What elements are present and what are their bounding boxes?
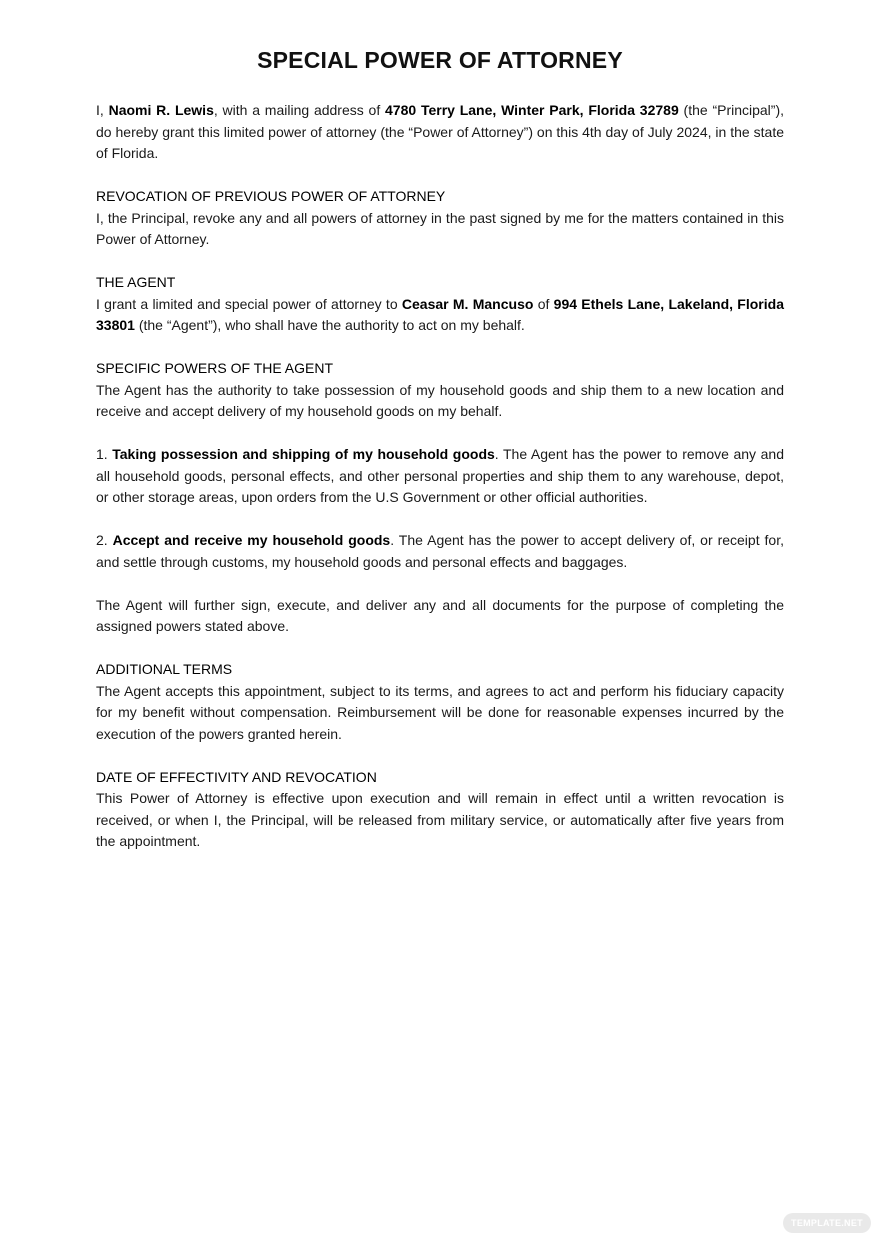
agent-text-1: I grant a limited and special power of attorney to — [96, 295, 402, 312]
intro-text-2: , with a mailing address of — [213, 102, 386, 118]
revocation-section — [96, 186, 784, 251]
power-1-text: . The Agent has the power to remove any and all household goods, personal effects, and other personal properties and ship them to any warehouse, depot, or other storage areas, upon orders from the U.S Government or other official authorities. — [96, 446, 784, 505]
template-watermark: TEMPLATE.NET — [783, 1213, 871, 1233]
further-paragraph: The Agent will further sign, execute, and deliver any and all documents for the purpose of completing the assigned powers stated above. — [96, 596, 784, 634]
effectivity-section — [96, 767, 784, 853]
agent-name: Ceasar M. Mancuso — [401, 295, 534, 312]
specific-powers-section — [96, 358, 784, 423]
agent-text-3: (the “Agent”), who shall have the authority to act on my behalf. — [134, 317, 525, 333]
document-title: SPECIAL POWER OF ATTORNEY — [257, 47, 623, 73]
specific-powers-heading: SPECIFIC POWERS OF THE AGENT — [96, 360, 333, 376]
agent-text-2: of — [533, 295, 554, 312]
principal-name: Naomi R. Lewis — [108, 102, 214, 118]
agent-heading: THE AGENT — [96, 274, 176, 290]
effectivity-text: This Power of Attorney is effective upon execution and will remain in effect until a written revocation is received, or when I, the Principal, will be released from military service, or automatically after five years from the appointment. — [96, 790, 784, 849]
power-item-1 — [96, 444, 784, 509]
power-item-2 — [96, 530, 784, 573]
intro-text-3: (the “Principal”), do hereby grant this limited power of attorney (the “Power of Attorney”) on this 4th day of July 2024, in the state of Florida. — [96, 102, 785, 161]
additional-terms-section — [96, 659, 784, 745]
power-1-title: Taking possession and shipping of my household goods — [112, 446, 495, 462]
intro-paragraph — [96, 100, 784, 165]
effectivity-heading: DATE OF EFFECTIVITY AND REVOCATION — [96, 768, 377, 785]
power-1-number: 1. — [96, 446, 113, 462]
revocation-heading: REVOCATION OF PREVIOUS POWER OF ATTORNEY — [96, 188, 446, 204]
power-2-title: Accept and receive my household goods — [112, 532, 391, 548]
power-2-number: 2. — [96, 532, 113, 548]
power-2-text: . The Agent has the power to accept delivery of, or receipt for, and settle through customs, my household goods and personal effects and baggages. — [96, 532, 784, 570]
agent-address: 994 Ethels Lane, Lakeland, Florida 33801 — [96, 295, 784, 333]
specific-powers-text: The Agent has the authority to take possession of my household goods and ship them to a new location and receive and accept delivery of my household goods on my behalf. — [96, 381, 784, 419]
agent-section — [96, 272, 784, 337]
agent-text — [96, 294, 784, 337]
principal-address: 4780 Terry Lane, Winter Park, Florida 32789 — [385, 102, 679, 118]
additional-terms-heading: ADDITIONAL TERMS — [96, 661, 233, 677]
revocation-text: I, the Principal, revoke any and all powers of attorney in the past signed by me for the matters contained in this Power of Attorney. — [96, 209, 784, 247]
additional-terms-text: The Agent accepts this appointment, subject to its terms, and agrees to act and perform his fiduciary capacity for my benefit without compensation. Reimbursement will be done for reasonable expenses incurred by the execution of the powers granted herein. — [96, 682, 784, 742]
document-body — [96, 100, 784, 853]
document-page — [96, 0, 784, 874]
intro-text-1: I, — [96, 102, 109, 118]
